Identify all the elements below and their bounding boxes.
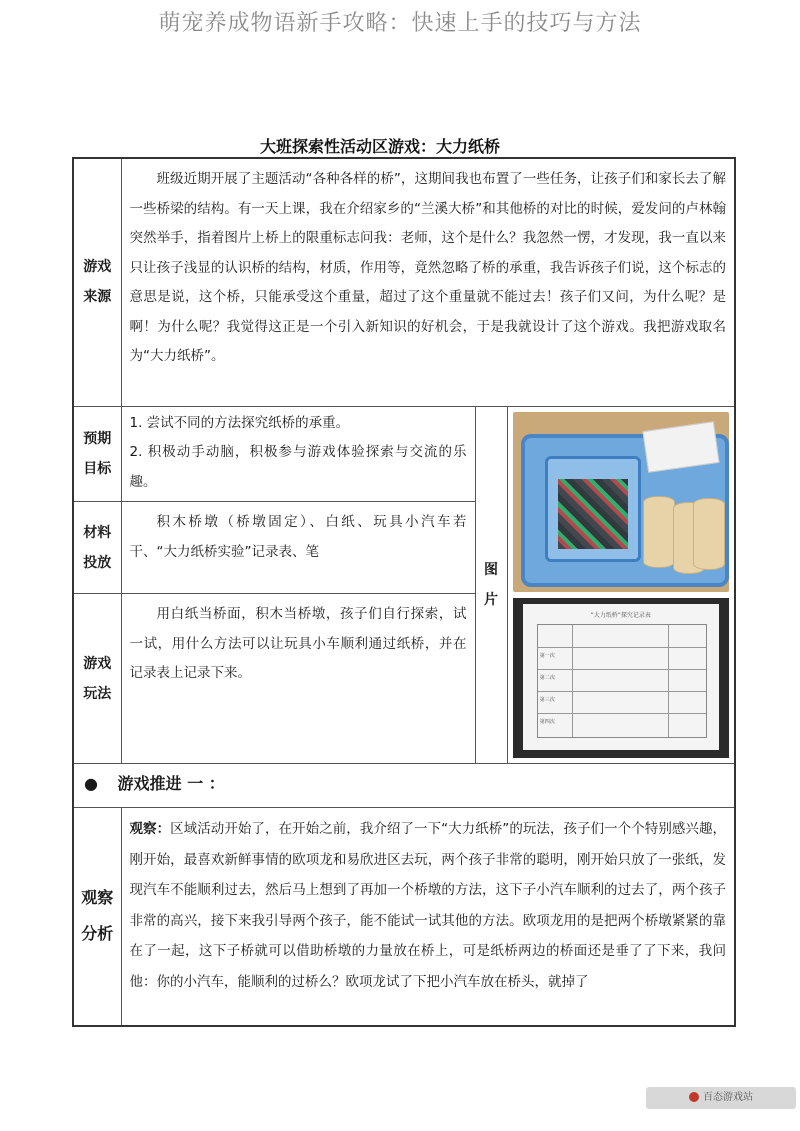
label-observe-line2: 分析 — [81, 924, 114, 944]
blue-basket — [521, 434, 729, 587]
observe-text-cell — [121, 808, 735, 1026]
label-observe — [73, 808, 121, 1026]
label-play-line2: 玩法 — [83, 685, 112, 702]
bullet-icon: ● — [84, 774, 98, 793]
play-text: 用白纸当桥面，积木当桥墩，孩子们自行探索，试一试，用什么方法可以让玩具小车顺利通过纸桥，并在记录表上记录下来。 — [129, 606, 467, 681]
sheet-row-label: 第四次 — [539, 718, 555, 725]
source-text: 班级近期开展了主题活动“各种各样的桥”，这期间我也布置了一些任务，让孩子们和家长去了解一些桥梁的结构。有一天上课，我在介绍家乡的“兰溪大桥”和其他桥的对比的时候，爱发问的卢林翰突然举手，指着图片上桥上的限重标志问我：老师，这个是什么？我忽然一愣，才发现，我一直以来只让孩子浅显的认识桥的结构，材质，作用等，竟然忽略了桥的承重，我告诉孩子们说，这个标志的意思是说，这个桥，只能承受这个重量，超过了这个重量就不能过去！孩子们又问，为什么呢？是啊！为什么呢？我觉得这正是一个引入新知识的好机会，于是我就设计了这个游戏。我把游戏取名为“大力纸桥”。 — [129, 171, 727, 364]
label-goals — [73, 406, 121, 502]
sheet-row-label: 第二次 — [539, 674, 555, 681]
materials-text: 积木桥墩（桥墩固定）、白纸、玩具小汽车若干、“大力纸桥实验”记录表、笔 — [129, 514, 467, 560]
label-observe-line1: 观察 — [81, 888, 114, 908]
observe-text: 区域活动开始了，在开始之前，我介绍了一下“大力纸桥”的玩法，孩子们一个个特别感兴趣，刚开始，最喜欢新鲜事情的欧项龙和易欣进区去玩，两个孩子非常的聪明，刚开始只放了一张纸，发现汽车不能顺利过去，然后马上想到了再加一个桥墩的方法，这下子小汽车顺利的过去了，两个孩子非常的高兴，接下来我引导两个孩子，能不能试一试其他的方法。欧项龙用的是把两个桥墩紧紧的靠在了一起，这下子桥就可以借助桥墩的力量放在桥上，可是纸桥两边的桥面还是垂了了下来，我问他：你的小汽车，能顺利的过桥么？欧项龙试了下把小汽车放在桥头，就掉了 — [129, 821, 727, 990]
row-source — [73, 158, 735, 406]
goal-item-2: 2. 积极动手动脑，积极参与游戏体验探索与交流的乐趣。 — [129, 444, 467, 490]
white-paper — [642, 421, 719, 473]
label-play — [73, 594, 121, 764]
basket-photo — [513, 412, 729, 592]
record-sheet-grid — [537, 624, 707, 738]
record-sheet-photo — [513, 598, 729, 758]
label-source-line1: 游戏 — [83, 259, 112, 276]
watermark-text: 百态游戏站 — [703, 1092, 753, 1103]
label-source — [73, 158, 121, 406]
goal-item-1: 1. 尝试不同的方法探究纸桥的承重。 — [129, 414, 350, 431]
inner-basket — [545, 456, 641, 562]
record-sheet-title: “大力纸桥”探究记录表 — [590, 611, 651, 619]
label-goals-line2: 目标 — [83, 460, 112, 477]
watermark — [646, 1087, 796, 1109]
label-materials-line2: 投放 — [83, 554, 112, 571]
sheet-row-label: 第三次 — [539, 696, 555, 703]
label-play-line1: 游戏 — [83, 655, 112, 672]
sheet-row-label: 第一次 — [539, 652, 555, 659]
goals-text-cell — [121, 406, 475, 502]
label-goals-line1: 预期 — [83, 430, 112, 447]
watermark-logo-icon — [689, 1092, 699, 1102]
row-goals — [73, 406, 735, 502]
document-title: 大班探索性活动区游戏：大力纸桥 — [260, 137, 501, 156]
row-section — [73, 764, 735, 808]
block-roll — [643, 496, 675, 568]
label-materials-line1: 材料 — [83, 524, 112, 541]
section-heading — [73, 764, 735, 808]
section-title: 游戏推进 一 ： — [117, 774, 225, 793]
label-figure — [475, 406, 507, 764]
label-figure-line2: 片 — [484, 591, 498, 608]
figure-cell — [507, 406, 735, 764]
page-title: 萌宠养成物语新手攻略：快速上手的技巧与方法 — [158, 11, 642, 36]
observe-lead: 观察： — [129, 821, 171, 837]
row-observe — [73, 808, 735, 1026]
play-text-cell — [121, 594, 475, 764]
label-source-line2: 来源 — [83, 289, 112, 306]
activity-table — [72, 157, 736, 1027]
record-sheet — [523, 604, 719, 750]
block-roll — [693, 498, 725, 570]
label-figure-line1: 图 — [484, 561, 498, 578]
source-text-cell — [121, 158, 735, 406]
toy-cars — [558, 479, 628, 549]
label-materials — [73, 502, 121, 594]
materials-text-cell — [121, 502, 475, 594]
